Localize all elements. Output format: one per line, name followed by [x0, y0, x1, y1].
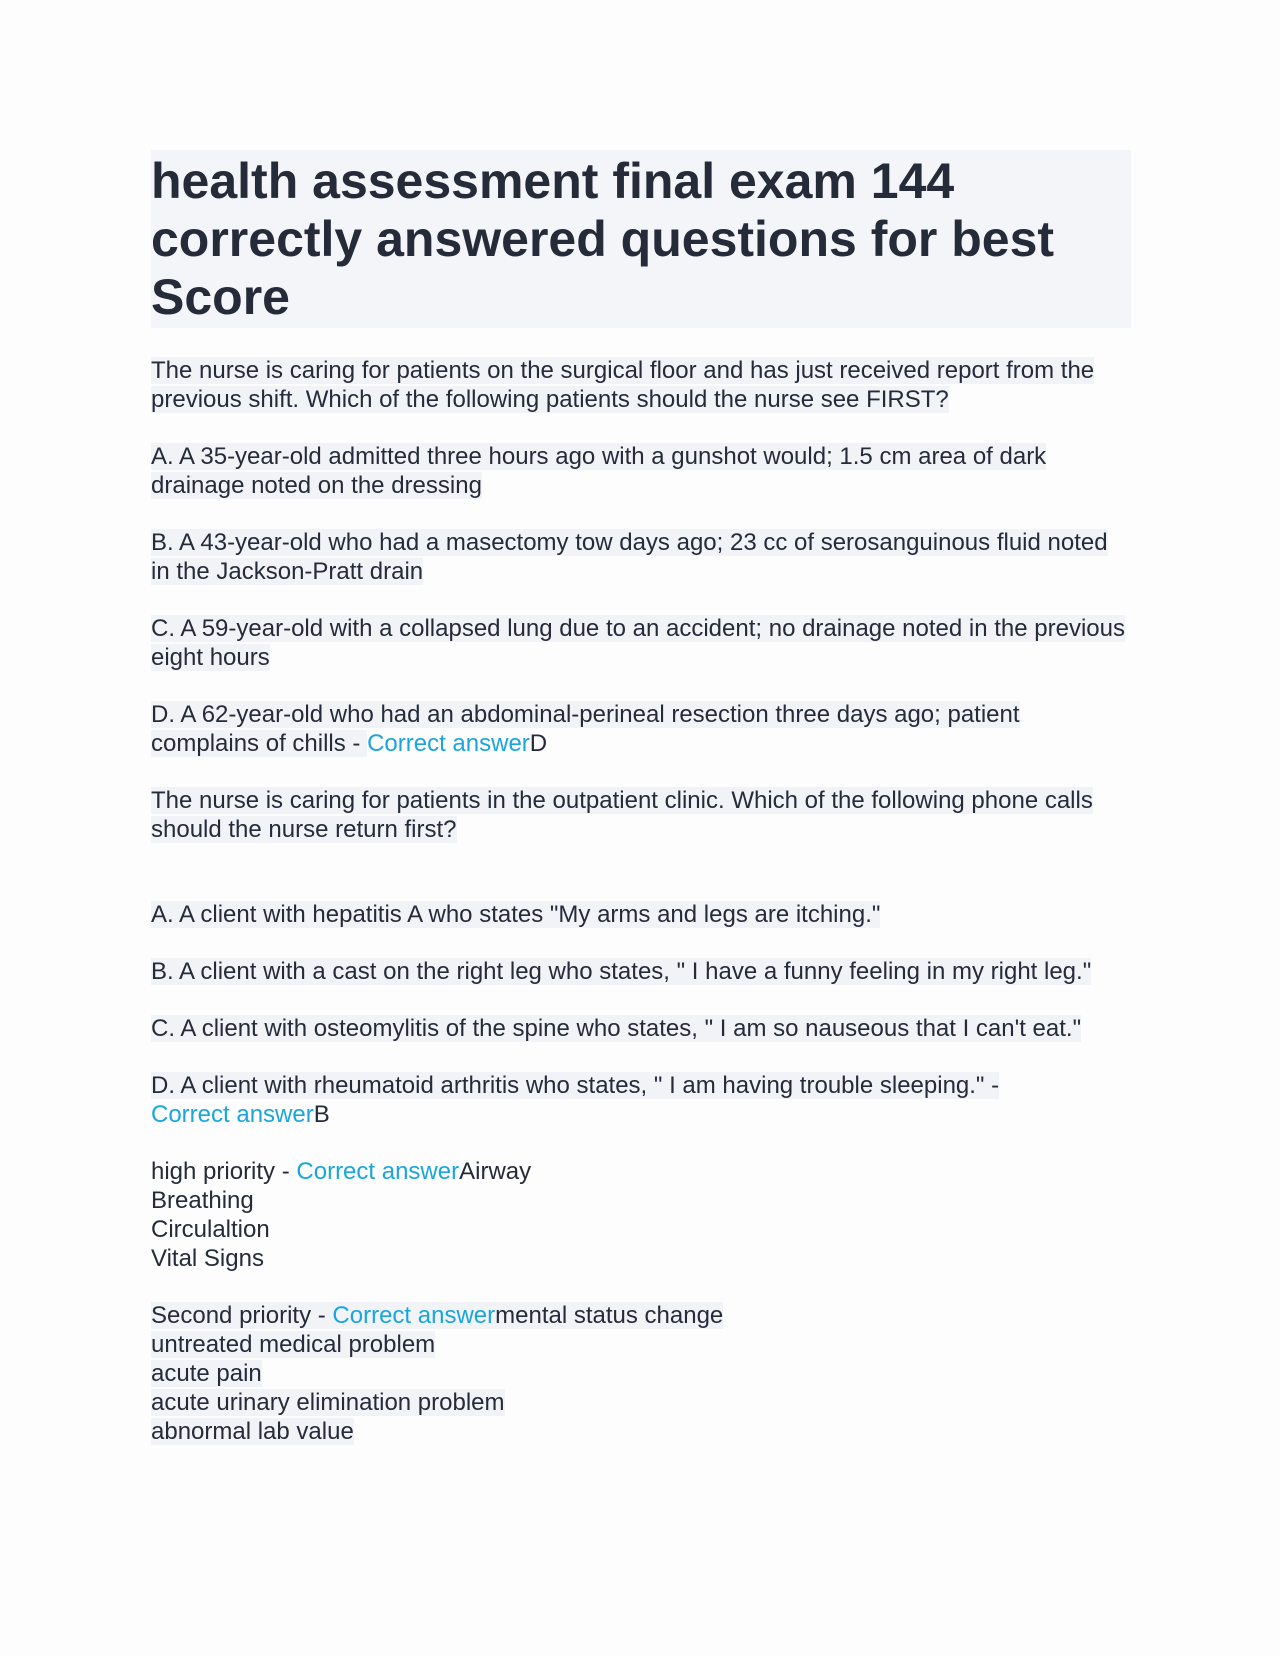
document-page — [151, 150, 1131, 1446]
question-1-option-d: D. A 62-year-old who had an abdominal-perineal resection three days ago; patient complains of chills - Correct answerD — [151, 701, 1020, 757]
answer-line: Vital Signs — [151, 1245, 264, 1272]
question-2-option-c: C. A client with osteomylitis of the spine who states, " I am so nauseous that I can't eat." — [151, 1015, 1082, 1042]
question-2-option-b: B. A client with a cast on the right leg who states, " I have a funny feeling in my right leg." — [151, 958, 1092, 985]
document-title: health assessment final exam 144 correctly answered questions for best Score — [151, 150, 1131, 328]
correct-answer-value: B — [313, 1101, 330, 1128]
answer-line: untreated medical problem — [151, 1331, 436, 1358]
answer-line: mental status change — [495, 1302, 724, 1329]
answer-line: abnormal lab value — [151, 1418, 354, 1445]
question-1-option-b: B. A 43-year-old who had a masectomy tow days ago; 23 cc of serosanguinous fluid noted in the Jackson-Pratt drain — [151, 529, 1108, 585]
answer-line: Airway — [459, 1158, 532, 1185]
question-2-stem-text: The nurse is caring for patients in the outpatient clinic. Which of the following phone calls should the nurse return first? — [151, 787, 1093, 843]
answer-line: acute pain — [151, 1360, 262, 1387]
question-4 — [151, 1301, 1131, 1446]
answer-line: Circulaltion — [151, 1216, 270, 1243]
answer-line: acute urinary elimination problem — [151, 1389, 505, 1416]
question-4-first-line — [151, 1301, 1131, 1330]
question-2-stem — [151, 786, 1131, 844]
correct-answer-value: D — [529, 730, 548, 757]
question-4-prefix: Second priority - — [151, 1302, 333, 1329]
question-3 — [151, 1157, 1131, 1273]
question-1-stem-text: The nurse is caring for patients on the surgical floor and has just received report from the previous shift. Which of the following patients should the nurse see FIRST? — [151, 357, 1095, 413]
correct-answer-label: Correct answer — [296, 1158, 460, 1185]
question-1-stem — [151, 356, 1131, 414]
question-1-option-a: A. A 35-year-old admitted three hours ago with a gunshot would; 1.5 cm area of dark drainage noted on the dressing — [151, 443, 1047, 499]
correct-answer-label: Correct answer — [332, 1302, 496, 1329]
question-3-prefix: high priority - — [151, 1158, 297, 1185]
answer-line: Breathing — [151, 1187, 254, 1214]
correct-answer-label: Correct answer — [151, 1101, 314, 1128]
question-2-option-a: A. A client with hepatitis A who states "My arms and legs are itching." — [151, 901, 881, 928]
question-2-option-d: D. A client with rheumatoid arthritis who states, " I am having trouble sleeping." - Correct answerB — [151, 1072, 1000, 1128]
question-3-first-line — [151, 1157, 1131, 1186]
question-1-option-c: C. A 59-year-old with a collapsed lung due to an accident; no drainage noted in the previous eight hours — [151, 615, 1125, 671]
correct-answer-label: Correct answer — [367, 730, 530, 757]
